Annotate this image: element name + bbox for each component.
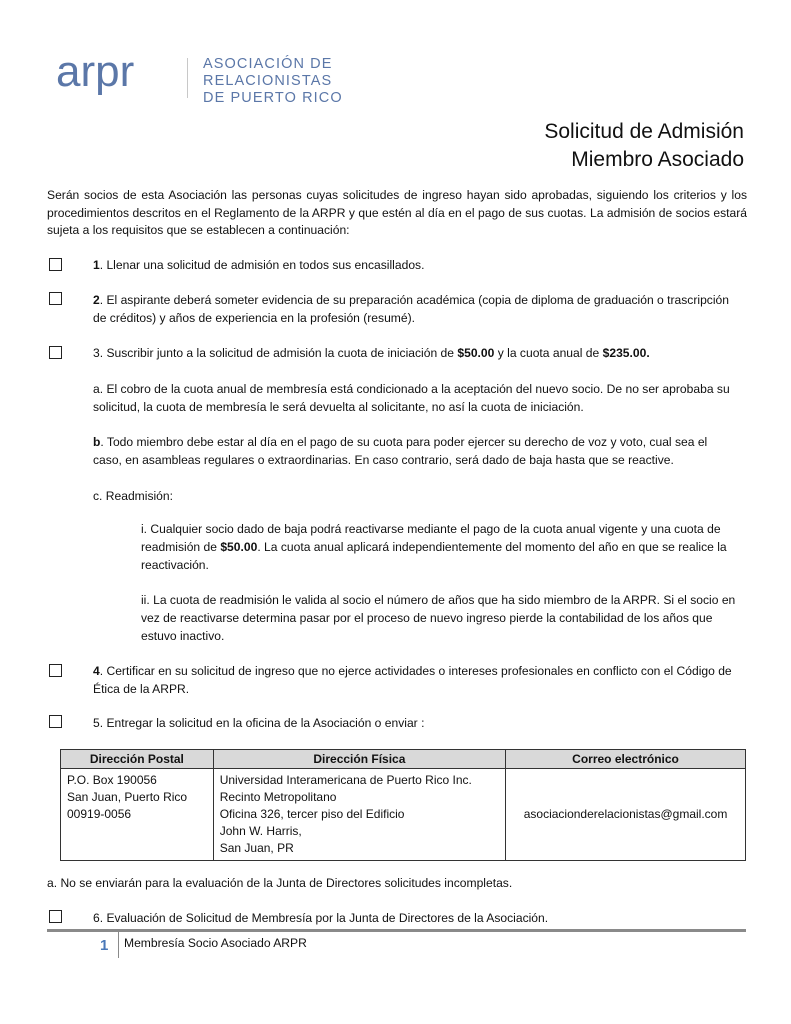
logo-wordmark [203, 56, 343, 107]
checkbox-item-1[interactable] [49, 258, 62, 271]
fisica-line-2: Recinto Metropolitano [219, 790, 337, 804]
postal-line-1: P.O. Box 190056 [67, 773, 157, 787]
item-3b-label: b [93, 435, 101, 449]
footer-text: Membresía Socio Asociado ARPR [124, 936, 307, 950]
item-2-number: 2 [93, 293, 100, 307]
email-cell [506, 769, 746, 861]
item-5: 5. Entregar la solicitud en la oficina de la Asociación o enviar : [93, 716, 425, 730]
item-3b-text: . Todo miembro debe estar al día en el pago de su cuota para poder ejercer su derecho de voz y voto, cual sea el caso, en asambleas regulares o extraordinarias. En caso contrario, será dado de baja hasta que se reactive. [93, 435, 708, 467]
fisica-line-1: Universidad Interamericana de Puerto Rico Inc. [219, 773, 472, 787]
address-table-header [61, 750, 746, 769]
item-2-text: . El aspirante deberá someter evidencia de su preparación académica (copia de diploma de graduación o trascripción de créditos) y años de experiencia en la profesión (resumé). [93, 293, 729, 325]
item-4-text: . Certificar en su solicitud de ingreso que no ejerce actividades o intereses profesionales en conflicto con el Código de Ética de la ARPR. [93, 664, 732, 696]
postal-address-cell [61, 769, 214, 861]
footer-divider [118, 932, 119, 958]
item-2 [93, 291, 733, 327]
arpr-logo-mark [56, 50, 168, 106]
title-line-2: Miembro Asociado [571, 148, 744, 171]
note-a: a. No se enviarán para la evaluación de la Junta de Directores solicitudes incompletas. [47, 876, 513, 890]
item-3a: a. El cobro de la cuota anual de membresía está condicionado a la aceptación del nuevo socio. De no ser aprobaba su solicitud, la cuota de membresía le será devuelta al solicitante, no así la cuota de iniciación. [93, 382, 730, 414]
item-4-number: 4 [93, 664, 100, 678]
item-1-text: . Llenar una solicitud de admisión en todos sus encasillados. [99, 258, 425, 272]
item-3c-i-text: i. Cualquier socio dado de baja podrá reactivarse mediante el pago de la cuota anual vigente y una cuota de readmisión de [141, 522, 721, 554]
item-3-text: 3. Suscribir junto a la solicitud de admisión la cuota de iniciación de [93, 346, 458, 360]
item-3c-i [141, 520, 741, 574]
item-3 [93, 344, 733, 362]
footer-rule [47, 929, 746, 932]
item-4 [93, 662, 733, 698]
physical-address-cell [213, 769, 505, 861]
address-table-row [61, 769, 746, 861]
checkbox-item-3[interactable] [49, 346, 62, 359]
logo-line-3: DE PUERTO RICO [203, 90, 343, 106]
fisica-line-3: Oficina 326, tercer piso del Edificio [219, 807, 405, 821]
logo-mark-text: arpr [56, 50, 135, 96]
item-3-mid: y la cuota anual de [494, 346, 603, 360]
item-3b [93, 433, 733, 469]
header-postal: Dirección Postal [61, 750, 214, 769]
checkbox-item-2[interactable] [49, 292, 62, 305]
fisica-line-5: San Juan, PR [219, 841, 294, 855]
item-3c: c. Readmisión: [93, 489, 173, 503]
item-3-initiation-fee: $50.00 [457, 346, 495, 360]
email-address[interactable]: asociacionderelacionistas@gmail.com [523, 807, 728, 821]
logo-divider [187, 58, 188, 98]
logo-line-2: RELACIONISTAS [203, 73, 333, 89]
logo-line-1: ASOCIACIÓN DE [203, 56, 333, 72]
intro-paragraph: Serán socios de esta Asociación las personas cuyas solicitudes de ingreso hayan sido aprobadas, siguiendo los criterios y los procedimientos descritos en el Reglamento de la ARPR y que estén al día en el pago de sus cuotas. La admisión de socios estará sujeta a los requisitos que se establecen a continuación: [47, 188, 747, 237]
checkbox-item-4[interactable] [49, 664, 62, 677]
checkbox-item-5[interactable] [49, 715, 62, 728]
address-table [60, 749, 746, 861]
postal-line-2: San Juan, Puerto Rico [67, 790, 188, 804]
item-3c-i-readmission-fee: $50.00 [220, 540, 258, 554]
page-number: 1 [100, 937, 109, 954]
document-title [544, 118, 744, 174]
item-3c-ii: ii. La cuota de readmisión le valida al socio el número de años que ha sido miembro de la ARPR. Si el socio en vez de reactivarse determina pasar por el proceso de nuevo ingreso pierde la contabilidad de los años que estuvo inactivo. [141, 593, 736, 643]
item-3-annual-fee: $235.00. [602, 346, 650, 360]
item-1 [93, 256, 733, 274]
item-1-number: 1 [93, 258, 100, 272]
item-3c-i-post: . La cuota anual aplicará independientemente del momento del año en que se realice la reactivación. [141, 540, 727, 572]
checkbox-item-6[interactable] [49, 910, 62, 923]
fisica-line-4: John W. Harris, [219, 824, 302, 838]
title-line-1: Solicitud de Admisión [544, 120, 744, 143]
header-fisica: Dirección Física [213, 750, 505, 769]
header-email: Correo electrónico [506, 750, 746, 769]
item-6: 6. Evaluación de Solicitud de Membresía por la Junta de Directores de la Asociación. [93, 911, 549, 925]
postal-line-3: 00919-0056 [67, 807, 132, 821]
